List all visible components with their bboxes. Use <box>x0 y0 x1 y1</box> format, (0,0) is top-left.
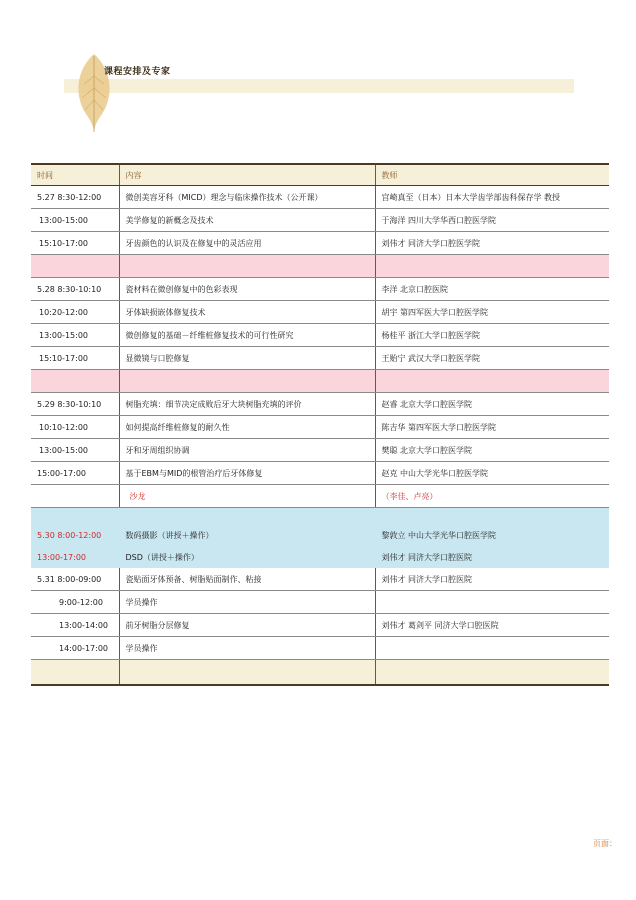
content-cell: 微创美容牙科（MICD）理念与临床操作技术（公开课） <box>119 186 375 209</box>
teacher-cell: 刘伟才 同济大学口腔医学院 <box>375 232 609 255</box>
teacher-cell: 胡宇 第四军医大学口腔医学院 <box>375 301 609 324</box>
teacher-cell <box>375 370 609 393</box>
content-cell: 学员操作 <box>119 591 375 614</box>
content-cell <box>119 660 375 686</box>
table-row <box>31 462 609 485</box>
content-cell: 基于EBM与MID的根管治疗后牙体修复 <box>119 462 375 485</box>
content-cell <box>119 508 375 525</box>
time-cell: 15:00-17:00 <box>31 462 119 485</box>
table-row <box>31 209 609 232</box>
content-cell: 瓷贴面牙体预备、树脂贴面制作、粘接 <box>119 568 375 591</box>
teacher-cell: 李洋 北京口腔医院 <box>375 278 609 301</box>
time-cell: 15:10-17:00 <box>31 347 119 370</box>
time-cell: 15:10-17:00 <box>31 232 119 255</box>
teacher-cell: 杨桂平 浙江大学口腔医学院 <box>375 324 609 347</box>
content-cell: 显微镜与口腔修复 <box>119 347 375 370</box>
time-cell: 5.27 8:30-12:00 <box>31 186 119 209</box>
content-cell: 牙和牙周组织协调 <box>119 439 375 462</box>
time-cell <box>31 255 119 278</box>
teacher-cell <box>375 637 609 660</box>
teacher-cell <box>375 660 609 686</box>
content-cell: 学员操作 <box>119 637 375 660</box>
time-cell <box>31 485 119 508</box>
table-footer-row <box>31 660 609 686</box>
table-row <box>31 568 609 591</box>
teacher-cell: 陈吉华 第四军医大学口腔医学院 <box>375 416 609 439</box>
content-cell: 前牙树脂分层修复 <box>119 614 375 637</box>
time-cell <box>31 508 119 525</box>
content-cell <box>119 255 375 278</box>
time-cell <box>31 660 119 686</box>
content-cell: 如何提高纤维桩修复的耐久性 <box>119 416 375 439</box>
teacher-cell: 刘伟才 葛剑平 同济大学口腔医院 <box>375 614 609 637</box>
content-cell: 树脂充填：细节决定成败后牙大块树脂充填的评价 <box>119 393 375 416</box>
table-row <box>31 301 609 324</box>
day-separator-row <box>31 508 609 525</box>
time-cell: 5.29 8:30-10:10 <box>31 393 119 416</box>
teacher-cell: 刘伟才 同济大学口腔医院 <box>375 546 609 568</box>
teacher-cell <box>375 591 609 614</box>
content-cell: DSD（讲授＋操作） <box>119 546 375 568</box>
table-row <box>31 524 609 546</box>
salon-hosts: （李佳、卢亮） <box>375 485 609 508</box>
section-title: 课程安排及专家 <box>104 67 171 77</box>
time-cell: 10:20-12:00 <box>31 301 119 324</box>
content-cell: 瓷材料在微创修复中的色彩表现 <box>119 278 375 301</box>
table-header-row <box>31 164 609 186</box>
time-cell: 14:00-17:00 <box>31 637 119 660</box>
teacher-cell: 王贻宁 武汉大学口腔医学院 <box>375 347 609 370</box>
time-cell: 9:00-12:00 <box>31 591 119 614</box>
section-header-band <box>64 79 574 93</box>
header-time: 时间 <box>31 164 119 186</box>
table-row <box>31 324 609 347</box>
table-row <box>31 591 609 614</box>
table-row <box>31 278 609 301</box>
teacher-cell: 宫崎真至（日本）日本大学齿学部齿科保存学 教授 <box>375 186 609 209</box>
table-row <box>31 347 609 370</box>
day-separator-row <box>31 255 609 278</box>
content-cell <box>119 370 375 393</box>
table-row <box>31 186 609 209</box>
table-row <box>31 614 609 637</box>
time-cell: 5.28 8:30-10:10 <box>31 278 119 301</box>
teacher-cell: 赵克 中山大学光华口腔医学院 <box>375 462 609 485</box>
content-cell: 牙体缺损嵌体修复技术 <box>119 301 375 324</box>
time-cell: 5.31 8:00-09:00 <box>31 568 119 591</box>
teacher-cell <box>375 508 609 525</box>
teacher-cell: 黎敦立 中山大学光华口腔医学院 <box>375 524 609 546</box>
teacher-cell: 赵睿 北京大学口腔医学院 <box>375 393 609 416</box>
table-row <box>31 637 609 660</box>
time-cell: 13:00-17:00 <box>31 546 119 568</box>
table-row <box>31 439 609 462</box>
time-cell: 10:10-12:00 <box>31 416 119 439</box>
time-cell <box>31 370 119 393</box>
content-cell: 微创修复的基础－纤维桩修复技术的可行性研究 <box>119 324 375 347</box>
content-cell: 美学修复的新概念及技术 <box>119 209 375 232</box>
content-cell: 数码摄影（讲授＋操作） <box>119 524 375 546</box>
time-cell: 13:00-15:00 <box>31 439 119 462</box>
salon-label: 沙龙 <box>119 485 375 508</box>
header-content: 内容 <box>119 164 375 186</box>
table-row <box>31 232 609 255</box>
day-separator-row <box>31 370 609 393</box>
teacher-cell: 刘伟才 同济大学口腔医院 <box>375 568 609 591</box>
teacher-cell <box>375 255 609 278</box>
header-teacher: 教师 <box>375 164 609 186</box>
teacher-cell: 樊聪 北京大学口腔医学院 <box>375 439 609 462</box>
content-cell: 牙齿颜色的认识及在修复中的灵活应用 <box>119 232 375 255</box>
time-cell: 13:00-15:00 <box>31 324 119 347</box>
schedule-table <box>31 163 609 686</box>
table-row <box>31 546 609 568</box>
table-row <box>31 416 609 439</box>
time-cell: 13:00-15:00 <box>31 209 119 232</box>
teacher-cell: 于海洋 四川大学华西口腔医学院 <box>375 209 609 232</box>
salon-row <box>31 485 609 508</box>
time-cell: 5.30 8:00-12:00 <box>31 524 119 546</box>
page-number-label: 页面： <box>593 839 617 848</box>
table-row <box>31 393 609 416</box>
time-cell: 13:00-14:00 <box>31 614 119 637</box>
